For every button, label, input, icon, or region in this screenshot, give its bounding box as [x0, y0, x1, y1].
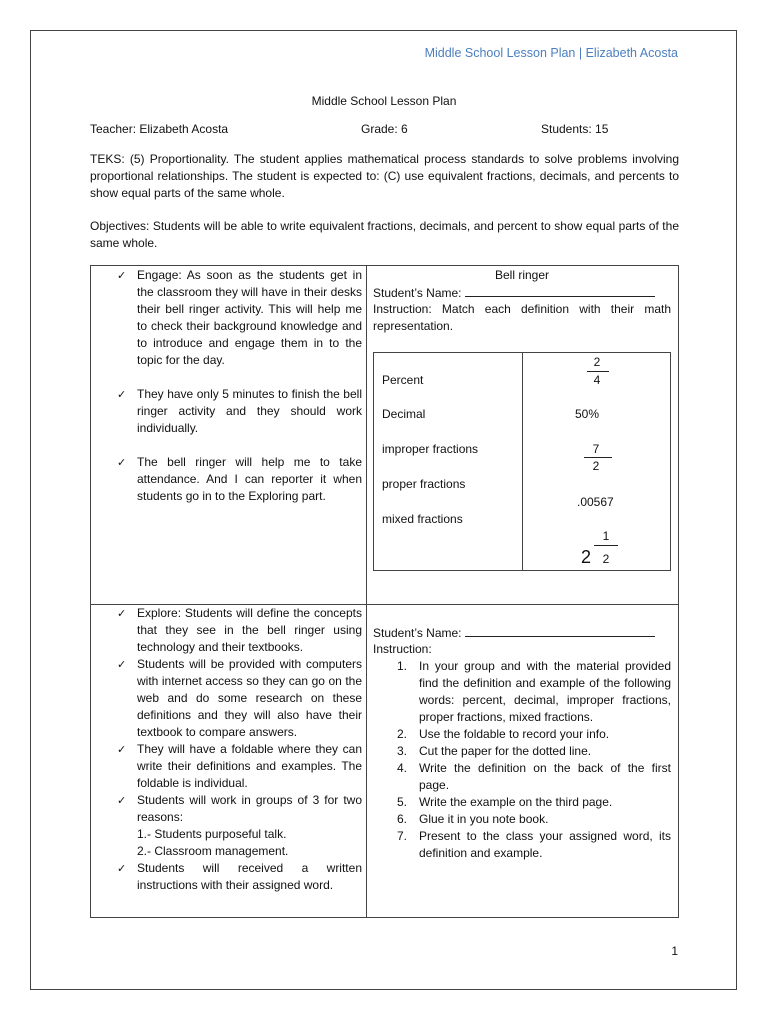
- reason-2: 2.- Classroom management.: [137, 844, 289, 858]
- list-item: 6. Glue it in you note book.: [397, 812, 549, 826]
- list-item: ✓ They have only 5 minutes to finish the bell ringer activity and they should work individually.: [117, 387, 362, 435]
- term-improper-fractions: improper fractions: [382, 442, 479, 456]
- teks-paragraph: TEKS: (5) Proportionality. The student applies mathematical process standards to solve problems involving proportional relationships. The student is expected to: (C) use equivalent fractions, decimals, and percents to show equal parts of the same whole.: [90, 152, 679, 200]
- check-icon: ✓: [117, 658, 127, 671]
- name-blank: [465, 284, 655, 297]
- check-icon: ✓: [117, 743, 127, 756]
- instruction-label: Instruction:: [373, 642, 432, 656]
- document-title: Middle School Lesson Plan: [311, 94, 457, 108]
- list-item: 1. In your group and with the material provided find the definition and example of the following words: percent, decimal, improper fractions, proper fractions, mixed fractions.: [397, 659, 671, 724]
- reason-1: 1.- Students purposeful talk.: [137, 827, 287, 841]
- student-name-line: Student’s Name:: [373, 284, 655, 302]
- check-icon: ✓: [117, 456, 127, 469]
- fraction-2-numerator: 7: [592, 442, 600, 456]
- check-icon: ✓: [117, 269, 127, 282]
- teacher-label: Teacher: Elizabeth Acosta: [90, 122, 229, 136]
- list-item: 5. Write the example on the third page.: [397, 795, 613, 809]
- list-item: 7. Present to the class your assigned word, its definition and example.: [397, 829, 671, 860]
- fraction-2-denominator: 2: [592, 459, 600, 473]
- students-label: Students: 15: [541, 122, 609, 136]
- bell-ringer-instruction: Instruction: Match each definition with their math representation.: [373, 302, 671, 333]
- answer-decimal: .00567: [577, 495, 614, 509]
- list-item: ✓ They will have a foldable where they can write their definitions and examples. The foldable is individual.: [117, 742, 362, 790]
- mixed-whole: 2: [581, 547, 592, 567]
- mixed-numerator: 1: [602, 529, 610, 543]
- check-icon: ✓: [117, 862, 127, 875]
- list-item: ✓ Students will received a written instructions with their assigned word.: [117, 861, 362, 892]
- term-percent: Percent: [382, 373, 424, 387]
- answer-percent: 50%: [575, 407, 600, 421]
- list-item: 2. Use the foldable to record your info.: [397, 727, 610, 741]
- explore-cell: [90, 605, 362, 894]
- matching-table-divider: [522, 352, 523, 571]
- list-item: ✓ Explore: Students will define the concepts that they see in the bell ringer using technology and their textbooks.: [117, 606, 362, 654]
- grade-label: Grade: 6: [361, 122, 408, 136]
- list-item: 4. Write the definition on the back of the first page.: [397, 761, 671, 792]
- list-item: ✓ The bell ringer will help me to take attendance. And I can reporter it when students go in to the Exploring part.: [117, 455, 362, 503]
- student-name-line-2: Student’s Name:: [373, 624, 655, 642]
- check-icon: ✓: [117, 794, 127, 807]
- term-proper-fractions: proper fractions: [382, 477, 466, 491]
- bell-ringer-title: Bell ringer: [494, 268, 550, 282]
- check-icon: ✓: [117, 388, 127, 401]
- term-mixed-fractions: mixed fractions: [382, 512, 463, 526]
- mixed-denominator: 2: [602, 552, 610, 566]
- mixed-fraction-bar: [594, 545, 618, 546]
- instruction-steps: [373, 658, 671, 862]
- term-decimal: Decimal: [382, 407, 426, 421]
- running-header: Middle School Lesson Plan | Elizabeth Acosta: [424, 46, 678, 60]
- page-number: 1: [671, 944, 678, 958]
- table-column-divider: [366, 265, 367, 918]
- fraction-1-denominator: 4: [593, 373, 601, 387]
- fraction-1-numerator: 2: [593, 355, 601, 369]
- list-item: ✓ Engage: As soon as the students get in the classroom they will have in their desks their bell ringer activity. This will help me to check their background knowledge and to introduce and engage them in to the topic for the day.: [117, 268, 362, 367]
- list-item: 3. Cut the paper for the dotted line.: [397, 744, 592, 758]
- name-blank-2: [465, 624, 655, 637]
- list-item: ✓ Students will work in groups of 3 for two reasons: 1.- Students purposeful talk. 2.- Classroom management.: [117, 793, 362, 858]
- engage-cell: [90, 267, 362, 505]
- objectives-paragraph: Objectives: Students will be able to write equivalent fractions, decimals, and percent to show equal parts of the same whole.: [90, 219, 679, 250]
- check-icon: ✓: [117, 607, 127, 620]
- list-item: ✓ Students will be provided with computers with internet access so they can go on the web and do some research on these definitions and they will also have their textbook to compare answers.: [117, 657, 362, 739]
